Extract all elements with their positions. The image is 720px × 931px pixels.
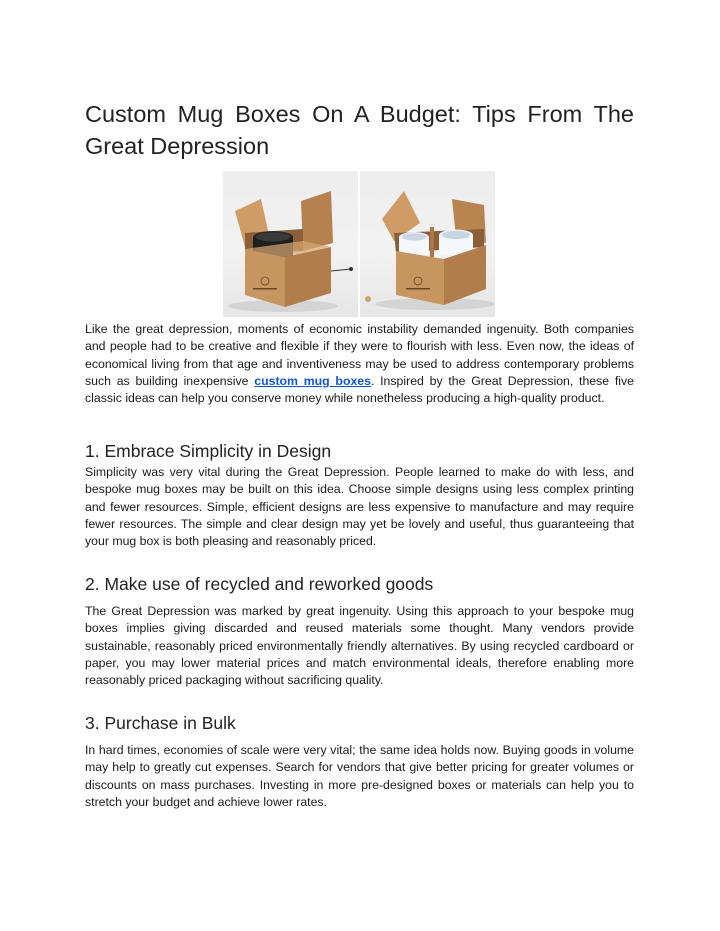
custom-mug-boxes-link[interactable]: custom mug boxes xyxy=(254,373,371,388)
mug-box-photo-dark-mug xyxy=(223,171,358,317)
intro-text-end: . Inspired by the Great Depression, these five classic ideas can help you conserve money while nonetheless producing a high-quality product. xyxy=(85,373,635,406)
intro-text-start: Like the great depression, moments of economic instability demanded ingenuity. Both companies and people had to be creative and flexible if they were to flourish with less. Even now, the ideas of economical living from that age and inventiveness may be used to address contemporary problems such as building inexpensive xyxy=(85,322,634,388)
hero-image xyxy=(223,171,495,317)
section-heading-1: 1. Embrace Simplicity in Design xyxy=(85,441,332,461)
section-body-1: Simplicity was very vital during the Great Depression. People learned to make do with less, and bespoke mug boxes may be built on this idea. Choose simple designs using less complex printing and fewer resources. Simple, efficient designs are less expensive to manufacture and may require fewer resources. The simple and clear design may yet be lovely and useful, thus guaranteeing that your mug box is both pleasing and reasonably priced. xyxy=(85,465,634,549)
section-body-3: In hard times, economies of scale were very vital; the same idea holds now. Buying goods in volume may help to greatly cut expenses. Search for vendors that give better pricing for greater volumes or discounts on mass purchases. Investing in more pre-designed boxes or materials can help you to stretch your budget and achieve lower rates. xyxy=(85,743,634,809)
document-title: Custom Mug Boxes On A Budget: Tips From The Great Depression xyxy=(85,101,634,159)
kraft-box-dark-mug-illustration xyxy=(223,171,358,317)
section-heading-3: 3. Purchase in Bulk xyxy=(85,713,236,733)
kraft-box-white-mugs-illustration xyxy=(360,171,495,317)
intro-paragraph xyxy=(85,321,634,407)
section-heading-2: 2. Make use of recycled and reworked goods xyxy=(85,574,434,594)
mug-box-photo-white-mugs xyxy=(360,171,495,317)
section-body-2: The Great Depression was marked by great ingenuity. Using this approach to your bespoke mug boxes implies giving discarded and reused materials some thought. Many vendors provide sustainable, reasonably priced environmentally friendly alternatives. By using recycled cardboard or paper, you may lower material prices and match environmental ideals, therefore enabling more reasonably priced packaging without sacrificing quality. xyxy=(85,604,634,688)
